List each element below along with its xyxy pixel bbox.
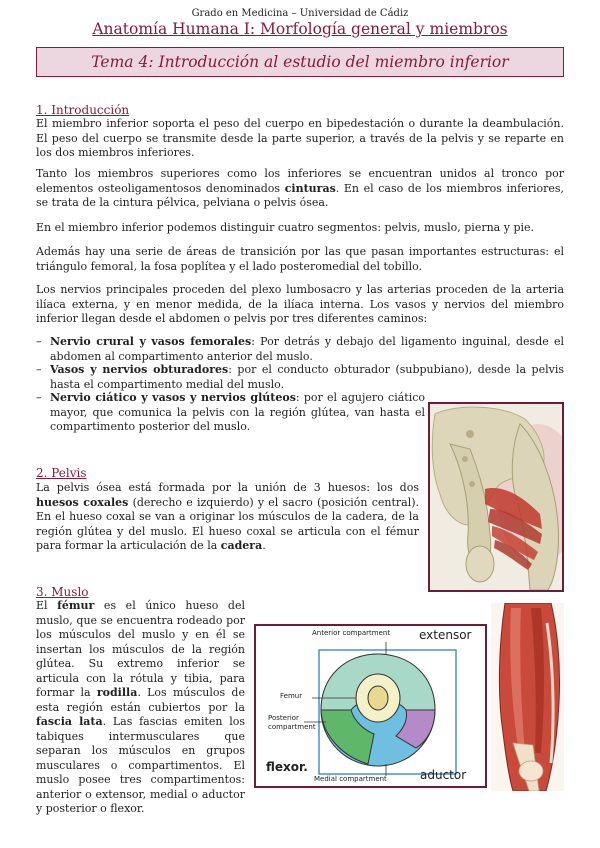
flexor-label: flexor. [266,760,308,774]
intro-paragraph-5: Los nervios principales proceden del plexo lumbosacro y las arterias proceden de la arteria ilíaca externa, y en menor medida, de la ilíaca interna. Los vasos y nervios del miembro inferior llegan desde el abdomen o pelvis por tres diferentes caminos: [36,283,564,325]
intro-paragraph-4: Además hay una serie de áreas de transición por las que pasan importantes estructuras: el triángulo femoral, la fosa poplítea y el lado posteromedial del tobillo. [36,245,564,273]
intro-paragraph-3: En el miembro inferior podemos distinguir cuatro segmentos: pelvis, muslo, pierna y pie. [36,221,535,234]
pelvis-illustration [428,402,564,592]
intro-paragraph-2: Tanto los miembros superiores como los inferiores se encuentran unidos al tronco por elementos osteoligamentosos denominados cinturas. En el caso de los miembros inferiores, se trata de la cintura pélvica, pelviana o pelvis ósea. [36,167,564,209]
list-item: – Nervio ciático y vasos y nervios glúteos: por el agujero ciático mayor, que comunica la pelvis con la región glútea, van hasta el compartimento posterior del muslo. [36,391,425,433]
anterior-compartment-label: Anterior compartment [312,629,391,637]
adductor-label: aductor [420,768,467,782]
pelvis-paragraph: La pelvis ósea está formada por la unión de 3 huesos: los dos huesos coxales (derecho e izquierdo) y el sacro (posición central). En el hueso coxal se van a originar los músculos de la cadera, de la región glútea y del muslo. El hueso coxal se articula con el fémur para formar la articulación de la cadera. [36,481,419,552]
posterior-compartment-label: Posterior compartment [268,714,316,731]
course-title: Anatomía Humana I: Morfología general y miembros [92,20,508,38]
thigh-compartments-diagram [254,624,487,788]
muslo-paragraph: El fémur es el único hueso del muslo, que se encuentra rodeado por los músculos del muslo y en él se insertan los músculos de la región glútea. Su extremo inferior se articula con la rótula y tibia, para formar la rodilla. Los músculos de esta región están cubiertos por la fascia lata. Las fascias emiten los tabiques intermusculares que separan los músculos en grupos musculares o compartimentos. El muslo posee tres compartimentos: anterior o extensor, medial o aductor y posterior o flexor. [36,599,246,815]
pelvis-heading: 2. Pelvis [36,466,87,480]
institution-line: Grado en Medicina – Universidad de Cádiz [191,8,409,19]
femur-label: Femur [280,692,303,700]
list-item: – Vasos y nervios obturadores: por el conducto obturador (subpubiano), desde la pelvis hasta el compartimento medial del muslo. [36,363,564,391]
intro-heading: 1. Introducción [36,103,130,117]
intro-paragraph-1: El miembro inferior soporta el peso del cuerpo en bipedestación o durante la deambulación. El peso del cuerpo se transmite desde la parte superior, a través de la pelvis y se reparte en los dos miembros inferiores. [36,117,564,159]
thigh-muscles-illustration [491,603,564,791]
topic-banner: Tema 4: Introducción al estudio del miembro inferior [36,47,564,77]
list-item: – Nervio crural y vasos femorales: Por detrás y debajo del ligamento inguinal, desde el abdomen al compartimento anterior del muslo. [36,335,564,363]
muslo-heading: 3. Muslo [36,585,89,599]
extensor-label: extensor [419,628,472,642]
medial-compartment-label: Medial compartment [314,775,387,783]
